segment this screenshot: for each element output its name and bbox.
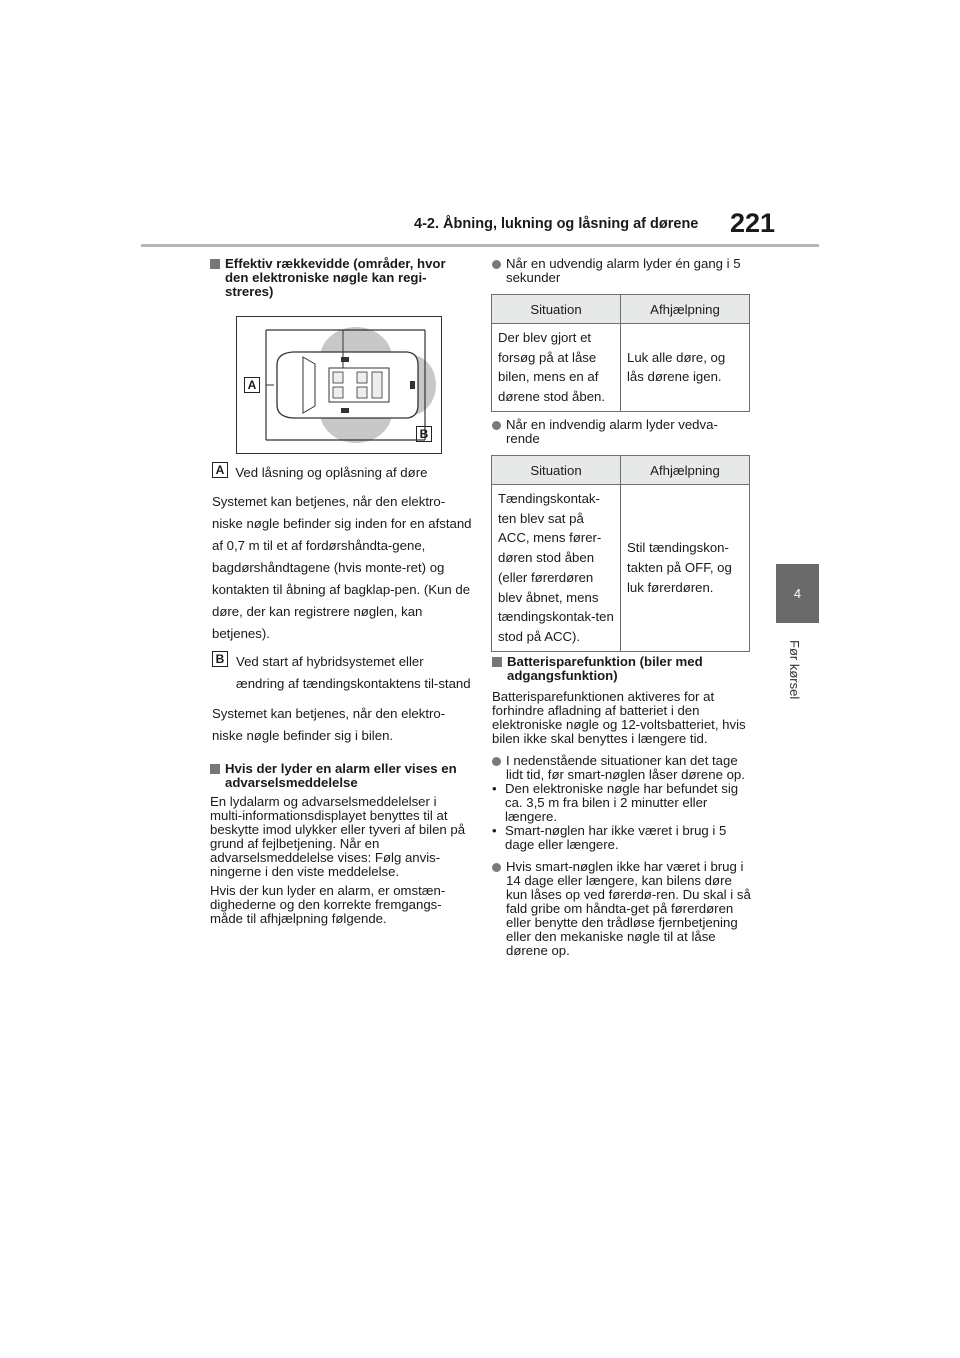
col-situation: Situation (492, 295, 621, 324)
left-column-body (212, 462, 474, 747)
table-header-row (492, 456, 750, 485)
paragraph-range: Systemet kan betjenes, når den elektro-niske nøgle befinder sig inden for en afstand af 0,7 m til et af fordørshåndta-gene, bagdørshåndtagene (hvis monte-ret) og kontakten til åbning af bagklap-pen. (Kun de døre, der kan registrere nøglen, kan betjenes). (212, 494, 472, 641)
cell-remedy: Luk alle døre, og lås dørene igen. (621, 324, 750, 412)
bullet-external-alarm (492, 257, 750, 285)
col-remedy: Afhjælpning (621, 295, 750, 324)
section-title: 4-2. Åbning, lukning og låsning af dørene (414, 216, 699, 232)
figure-label-b: B (416, 426, 432, 442)
caption-a-text: Ved låsning og oplåsning af døre (235, 465, 428, 480)
bullet-internal-alarm (492, 418, 750, 446)
heading-text: Batterisparefunktion (biler med adgangsfunktion) (507, 654, 703, 683)
caption-a (212, 462, 474, 484)
sub-bullet-text: Smart-nøglen har ikke været i brug i 5 dage eller længere. (505, 823, 727, 852)
bullet-delay (492, 754, 754, 782)
sub-bullet-distance: • Den elektroniske nøgle har befundet sig ca. 3,5 m fra bilen i 2 minutter eller længere. (492, 782, 754, 824)
bullet-text: Hvis smart-nøglen ikke har været i brug i 14 dage eller længere, kan bilens døre kun låses op ved førerdø-ren. Du skal i så fald gribe om håndta-get på førerdøren eller benytte den trådløse fjernbetjening eller den mekaniske nøgle til at låse dørene op. (506, 859, 751, 958)
heading-effective-range (210, 257, 470, 299)
paragraph-alarm: En lydalarm og advarselsmeddelelser i multi-informationsdisplayet benyttes til at beskytte imod ulykker eller tyveri af bilen på grund af fejlbetjening. Når en advarselsmeddelelse vises: Følg anvis-ningerne i den viste meddelelse. (210, 794, 466, 879)
right-column-mid (492, 418, 750, 446)
col-remedy: Afhjælpning (621, 456, 750, 485)
table-header-row (492, 295, 750, 324)
sub-bullet-days: • Smart-nøglen har ikke været i brug i 5 dage eller længere. (492, 824, 754, 852)
heading-alarm (210, 762, 472, 790)
chapter-label-text: Før kørsel (787, 640, 802, 700)
round-bullet-icon (492, 863, 501, 872)
label-a-box: A (212, 462, 228, 478)
bullet-text: I nedenstående situationer kan det tage lidt tid, før smart-nøglen låser dørene op. (506, 753, 745, 782)
page-number: 221 (730, 208, 776, 238)
left-column-lower (210, 762, 472, 926)
heading-text: Hvis der lyder en alarm eller vises en advarselsmeddelelse (225, 761, 457, 790)
chapter-tab: 4 (776, 564, 819, 623)
square-bullet-icon (210, 764, 220, 774)
heading-text: Effektiv rækkevidde (områder, hvor den elektroniske nøgle kan regi-streres) (225, 256, 446, 299)
cell-situation: Tændingskontak-ten blev sat på ACC, mens fører-døren stod åben (eller førerdøren blev åbnet, mens tændingskontak-ten stod på ACC). (492, 485, 621, 652)
label-b-box: B (212, 651, 228, 667)
bullet-text: Når en udvendig alarm lyder én gang i 5 sekunder (506, 256, 741, 285)
car-top-view-diagram (237, 317, 441, 453)
caption-b (212, 651, 474, 695)
square-bullet-icon (492, 657, 502, 667)
bullet-text: Når en indvendig alarm lyder vedva-rende (506, 417, 718, 446)
round-bullet-icon (492, 260, 501, 269)
left-column (210, 257, 470, 299)
table-row (492, 485, 750, 652)
table-internal-alarm (491, 455, 750, 652)
sub-bullet-text: Den elektroniske nøgle har befundet sig ca. 3,5 m fra bilen i 2 minutter eller længere. (505, 781, 739, 824)
paragraph-alarm-only: Hvis der kun lyder en alarm, er omstæn-dighederne og den korrekte fremgangs-måde til afhjælpning følgende. (210, 883, 446, 926)
figure-label-a: A (244, 377, 260, 393)
table-row (492, 324, 750, 412)
square-bullet-icon (210, 259, 220, 269)
col-situation: Situation (492, 456, 621, 485)
cell-remedy: Stil tændingskon-takten på OFF, og luk førerdøren. (621, 485, 750, 652)
bullet-14-days (492, 860, 754, 958)
table-external-alarm (491, 294, 750, 412)
paragraph-battery-save: Batterisparefunktionen aktiveres for at forhindre afladning af batteriet i den elektroniske nøgle og 12-voltsbatteriet, hvis bilen ikke skal benyttes i længere tid. (492, 689, 746, 746)
range-figure (236, 316, 442, 454)
caption-b-text: Ved start af hybridsystemet eller ændring af tændingskontaktens til-stand (236, 654, 471, 691)
round-bullet-icon (492, 757, 501, 766)
right-column-top (492, 257, 750, 285)
cell-situation: Der blev gjort et forsøg på at låse bilen, mens en af dørene stod åben. (492, 324, 621, 412)
right-column-lower (492, 655, 754, 958)
paragraph-in-car: Systemet kan betjenes, når den elektro-niske nøgle befinder sig i bilen. (212, 706, 446, 743)
header-divider (141, 244, 819, 247)
heading-battery-save (492, 655, 754, 683)
round-bullet-icon (492, 421, 501, 430)
chapter-label (772, 640, 822, 710)
